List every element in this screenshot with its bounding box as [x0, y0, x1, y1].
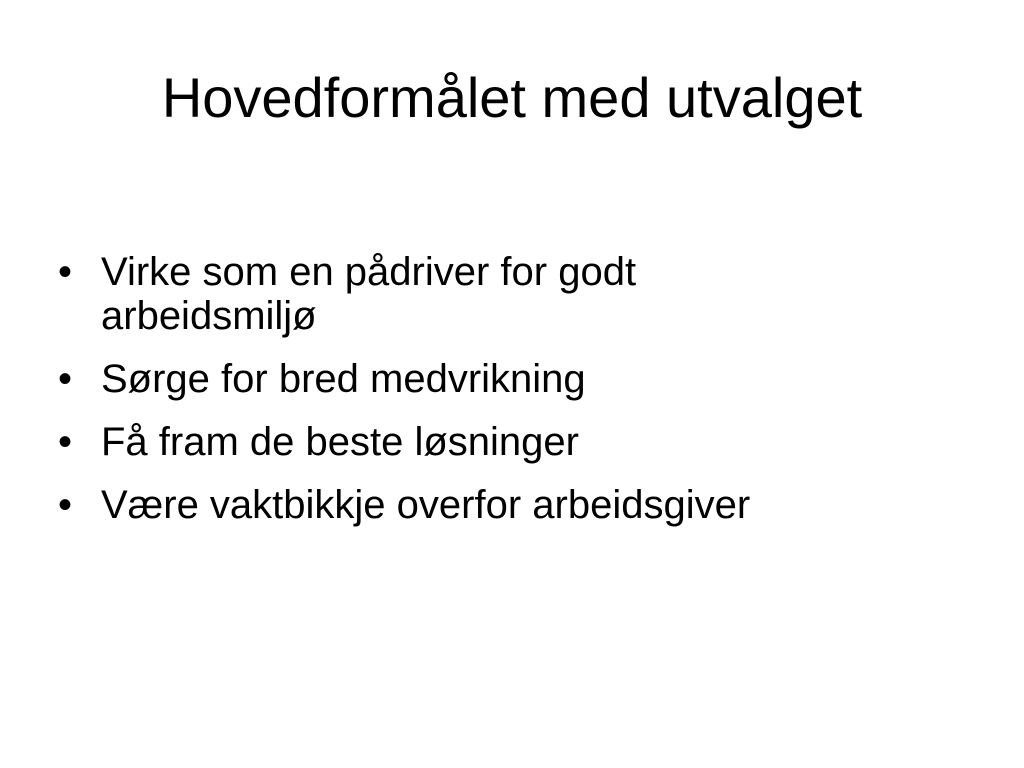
- bullet-item: [0, 357, 1024, 401]
- slide-title: Hovedformålet med utvalget: [161, 66, 863, 129]
- bullet-marker: •: [58, 420, 73, 464]
- bullet-item: [0, 420, 1024, 464]
- bullet-text: Være vaktbikkje overfor arbeidsgiver: [101, 483, 751, 527]
- bullet-text: Få fram de beste løsninger: [101, 420, 579, 464]
- bullet-list: [0, 250, 1024, 546]
- bullet-marker: •: [58, 357, 73, 401]
- bullet-text: Sørge for bred medvrikning: [101, 357, 586, 401]
- bullet-marker: •: [58, 483, 73, 527]
- bullet-item: [0, 483, 1024, 527]
- bullet-marker: •: [58, 250, 73, 294]
- bullet-text: Virke som en pådriver for godt arbeidsmiljø: [101, 250, 637, 338]
- bullet-item: [0, 250, 1024, 338]
